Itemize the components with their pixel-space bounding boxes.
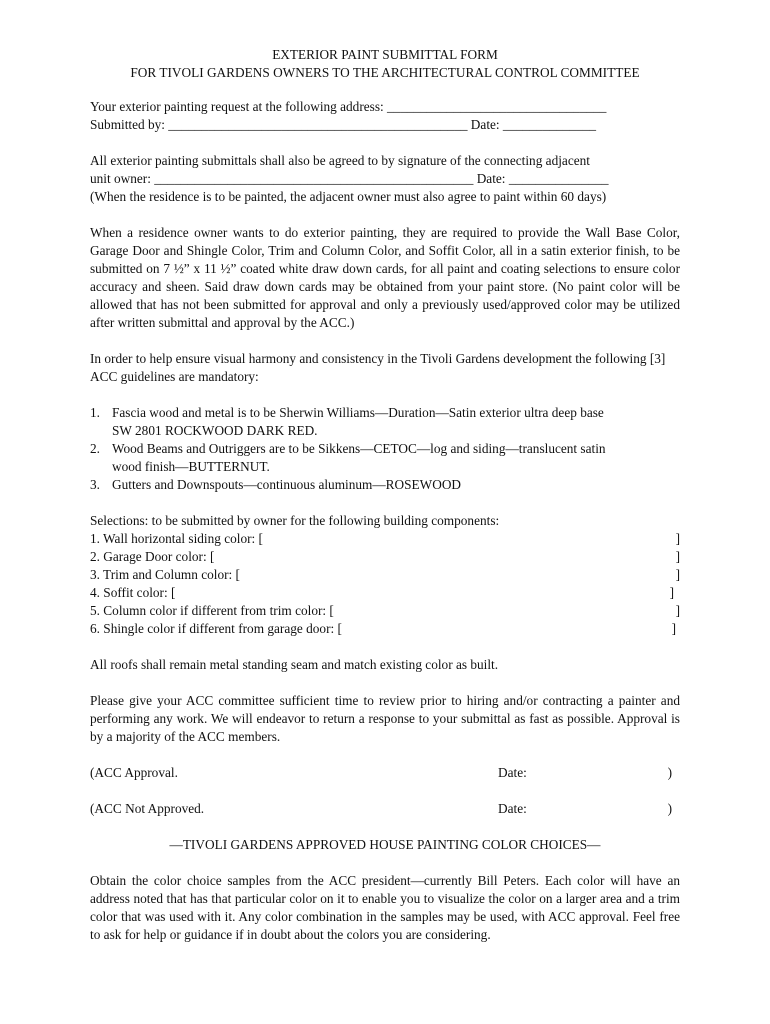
color-choices-paragraph: Obtain the color choice samples from the ACC president—currently Bill Peters. Each color will have an address noted that has that particular color on it to enable you to visualize the color on a larger area and a trim color that was used with it. Any color combination in the samples may be used, with ACC approval. Feel free to ask for help or guidance if in doubt about the colors you are considering.: [90, 873, 680, 942]
acc-not-approved-row: [90, 800, 680, 818]
selection-row: [90, 620, 680, 638]
selections-list: [90, 530, 680, 638]
adjacent-owner-note: (When the residence is to be painted, the adjacent owner must also agree to paint within 60 days): [90, 189, 607, 204]
paint-submittal-form: [90, 46, 680, 944]
selection-close-bracket: ]: [675, 567, 680, 582]
guideline-text: Fascia wood and metal is to be Sherwin Williams—Duration—Satin exterior ultra deep base: [112, 405, 604, 420]
guideline-number: 2.: [90, 441, 100, 456]
acc-approval-close-paren: ): [667, 765, 672, 780]
form-subtitle: FOR TIVOLI GARDENS OWNERS TO THE ARCHITECTURAL CONTROL COMMITTEE: [130, 65, 640, 80]
acc-approval-row: [90, 764, 680, 782]
selection-label: 6. Shingle color if different from garage door: [: [90, 621, 342, 636]
guideline-text: Wood Beams and Outriggers are to be Sikkens—CETOC—log and siding—translucent satin: [112, 441, 606, 456]
selection-close-bracket: ]: [675, 531, 680, 546]
selection-row: [90, 548, 680, 566]
guideline-item: [90, 440, 680, 476]
guideline-text-continued: SW 2801 ROCKWOOD DARK RED.: [112, 423, 318, 438]
guideline-text-continued: wood finish—BUTTERNUT.: [112, 459, 270, 474]
adjacent-owner-line: All exterior painting submittals shall also be agreed to by signature of the connecting adjacent: [90, 153, 590, 168]
review-paragraph: Please give your ACC committee sufficient time to review prior to hiring and/or contracting a painter and performing any work. We will endeavor to return a response to your submittal as fast as possible. Approval is by a majority of the ACC members.: [90, 693, 680, 744]
selection-row: [90, 584, 680, 602]
guideline-item: [90, 404, 680, 440]
guideline-number: 1.: [90, 405, 100, 420]
guideline-item: [90, 476, 680, 494]
color-choices-heading: —TIVOLI GARDENS APPROVED HOUSE PAINTING COLOR CHOICES—: [169, 837, 601, 852]
acc-approval-date-label: Date:: [498, 765, 527, 780]
guideline-text: Gutters and Downspouts—continuous aluminum—ROSEWOOD: [112, 477, 462, 492]
selection-row: [90, 530, 680, 548]
unit-owner-signature-line: unit owner: ________________________________________________ Date: _______________: [90, 171, 609, 186]
selection-row: [90, 602, 680, 620]
acc-approval-label: (ACC Approval.: [90, 765, 178, 780]
selection-row: [90, 566, 680, 584]
roofs-statement: All roofs shall remain metal standing seam and match existing color as built.: [90, 657, 499, 672]
instructions-paragraph: When a residence owner wants to do exterior painting, they are required to provide the Wall Base Color, Garage Door and Shingle Color, Trim and Column Color, and Soffit Color, all in a satin exterior finish, to be submitted on 7 ½” x 11 ½” coated white draw down cards, for all paint and coating selections to ensure color accuracy and sheen. Said draw down cards may be obtained from your paint store. (No paint color will be allowed that has not been submitted for approval and only a previously used/approved color may be utilized after written submittal and approval by the ACC.): [90, 225, 680, 330]
selection-close-bracket: ]: [671, 621, 676, 636]
selections-intro: Selections: to be submitted by owner for the following building components:: [90, 513, 500, 528]
mandatory-guidelines-list: [90, 404, 680, 494]
selection-close-bracket: ]: [675, 603, 680, 618]
guideline-number: 3.: [90, 477, 100, 492]
selection-close-bracket: ]: [669, 585, 674, 600]
acc-not-approved-close-paren: ): [667, 801, 672, 816]
selection-label: 3. Trim and Column color: [: [90, 567, 240, 582]
submitted-by-line: Submitted by: _____________________________________________ Date: ______________: [90, 117, 597, 132]
selection-label: 2. Garage Door color: [: [90, 549, 215, 564]
acc-not-approved-label: (ACC Not Approved.: [90, 801, 205, 816]
selection-label: 4. Soffit color: [: [90, 585, 176, 600]
selection-close-bracket: ]: [675, 549, 680, 564]
form-title: EXTERIOR PAINT SUBMITTAL FORM: [272, 47, 498, 62]
acc-not-approved-date-label: Date:: [498, 801, 527, 816]
address-line: Your exterior painting request at the following address: _________________________________: [90, 99, 607, 114]
selection-label: 5. Column color if different from trim color: [: [90, 603, 334, 618]
guidelines-intro: In order to help ensure visual harmony and consistency in the Tivoli Gardens development the following [3] ACC guidelines are mandatory:: [90, 351, 666, 384]
selection-label: 1. Wall horizontal siding color: [: [90, 531, 263, 546]
